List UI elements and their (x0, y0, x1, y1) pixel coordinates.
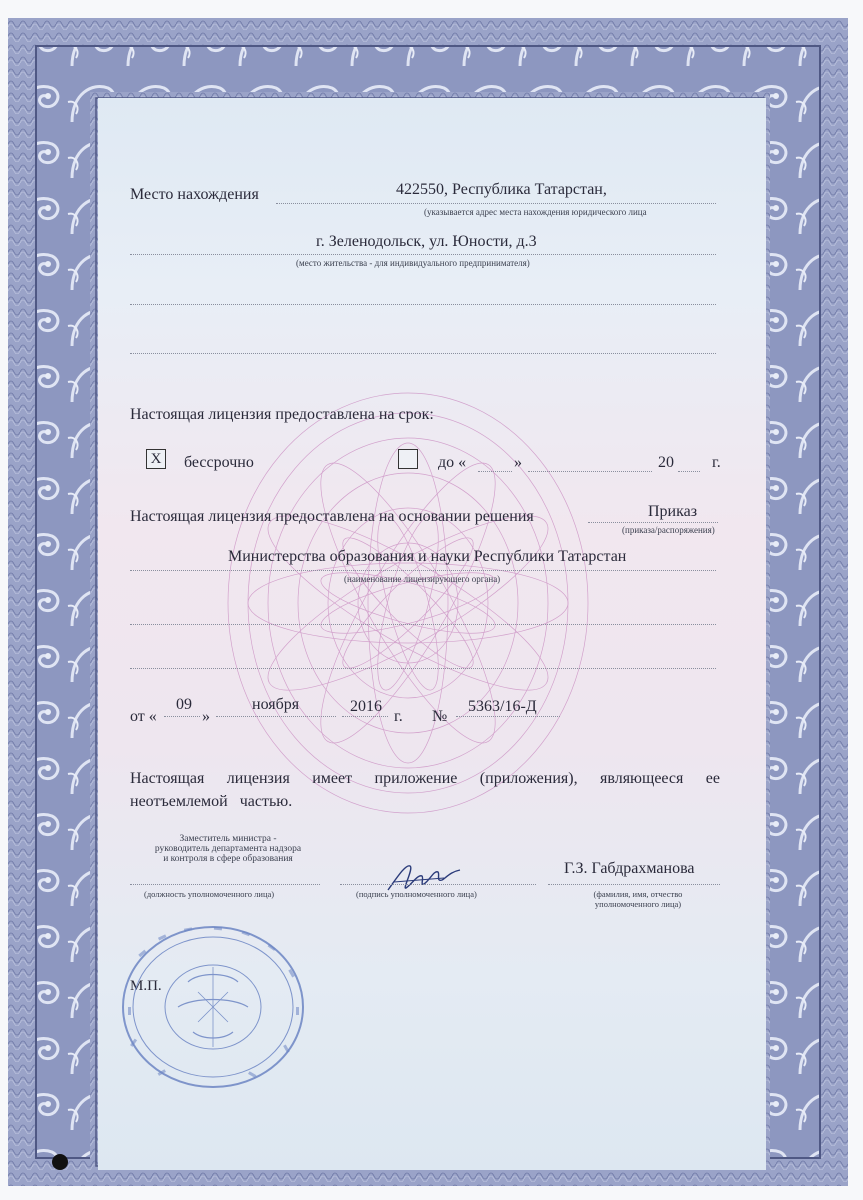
location-value-line2: г. Зеленодольск, ул. Юности, д.3 (316, 233, 537, 250)
indefinite-checkbox[interactable]: X (146, 449, 166, 469)
rosette-emblem (218, 378, 598, 828)
blank-line-4 (130, 668, 716, 669)
date-month-line (216, 716, 336, 717)
appendix-line1 (130, 770, 720, 788)
blank-line-3 (130, 624, 716, 625)
appendix-word-1: Настоящая (130, 770, 205, 787)
appendix-word-4: приложение (374, 770, 458, 787)
until-close: » (514, 454, 522, 471)
date-year: 2016 (350, 698, 382, 715)
year-prefix: 20 (658, 454, 674, 471)
authority-line (130, 570, 716, 571)
name-caption (580, 889, 696, 909)
date-day-line (164, 716, 200, 717)
basis-authority: Министерства образования и науки Республики Татарстан (228, 548, 627, 565)
number-line (456, 716, 560, 717)
date-year-line (342, 716, 388, 717)
location-line2 (130, 254, 716, 255)
position-line-1: Заместитель министра - (179, 834, 277, 844)
appendix-word-7: ее (705, 770, 720, 787)
until-checkbox[interactable] (398, 449, 418, 469)
basis-doc-line (588, 522, 718, 523)
sign-line (340, 884, 536, 885)
date-day: 09 (176, 696, 192, 713)
until-month-line (528, 471, 652, 472)
punch-hole-dot (52, 1154, 68, 1170)
date-day-close: » (202, 708, 210, 725)
authority-caption: (наименование лицензирующего органа) (344, 574, 501, 584)
until-label: до « (438, 454, 467, 471)
from-label: от « (130, 708, 157, 725)
indefinite-label: бессрочно (184, 454, 254, 471)
term-label: Настоящая лицензия предоставлена на срок: (130, 406, 434, 423)
license-number: 5363/16-Д (468, 698, 537, 715)
position-line-2: руководитель департамента надзора (154, 844, 302, 854)
basis-doc-caption: (приказа/распоряжения) (622, 525, 715, 535)
signatory-name: Г.З. Габдрахманова (564, 860, 695, 877)
until-year-line (678, 471, 700, 472)
name-line (548, 884, 720, 885)
basis-label: Настоящая лицензия предоставлена на основании решения (130, 508, 534, 525)
location-caption2: (место жительства - для индивидуального предпринимателя) (296, 258, 530, 268)
date-year-suffix: г. (394, 708, 403, 725)
appendix-word-3: имеет (312, 770, 353, 787)
appendix-word-5: (приложения), (479, 770, 578, 787)
appendix-word-6: являющееся (600, 770, 684, 787)
blank-line-2 (130, 353, 716, 354)
number-label: № (432, 708, 448, 725)
position-line-3: и контроля в сфере образования (163, 854, 293, 864)
date-month: ноября (252, 696, 300, 713)
official-seal (118, 922, 308, 1092)
basis-doc-type: Приказ (648, 503, 698, 520)
blank-line-1 (130, 304, 716, 305)
name-caption-line-1: (фамилия, имя, отчество (593, 889, 683, 899)
position-line (130, 884, 320, 885)
location-value-line1: 422550, Республика Татарстан, (396, 181, 607, 198)
appendix-line2: неотъемлемой частью. (130, 793, 293, 810)
year-suffix: г. (712, 454, 721, 471)
appendix-word-2: лицензия (226, 770, 290, 787)
until-day-line (478, 471, 512, 472)
sign-caption: (подпись уполномоченного лица) (356, 889, 477, 899)
location-label: Место нахождения (130, 186, 259, 203)
location-caption1: (указывается адрес места нахождения юридического лица (424, 207, 647, 217)
seal-label: М.П. (130, 978, 162, 994)
position-block (140, 834, 316, 864)
position-caption: (должность уполномоченного лица) (144, 889, 275, 899)
name-caption-line-2: уполномоченного лица) (594, 899, 682, 909)
location-line1 (276, 203, 716, 204)
